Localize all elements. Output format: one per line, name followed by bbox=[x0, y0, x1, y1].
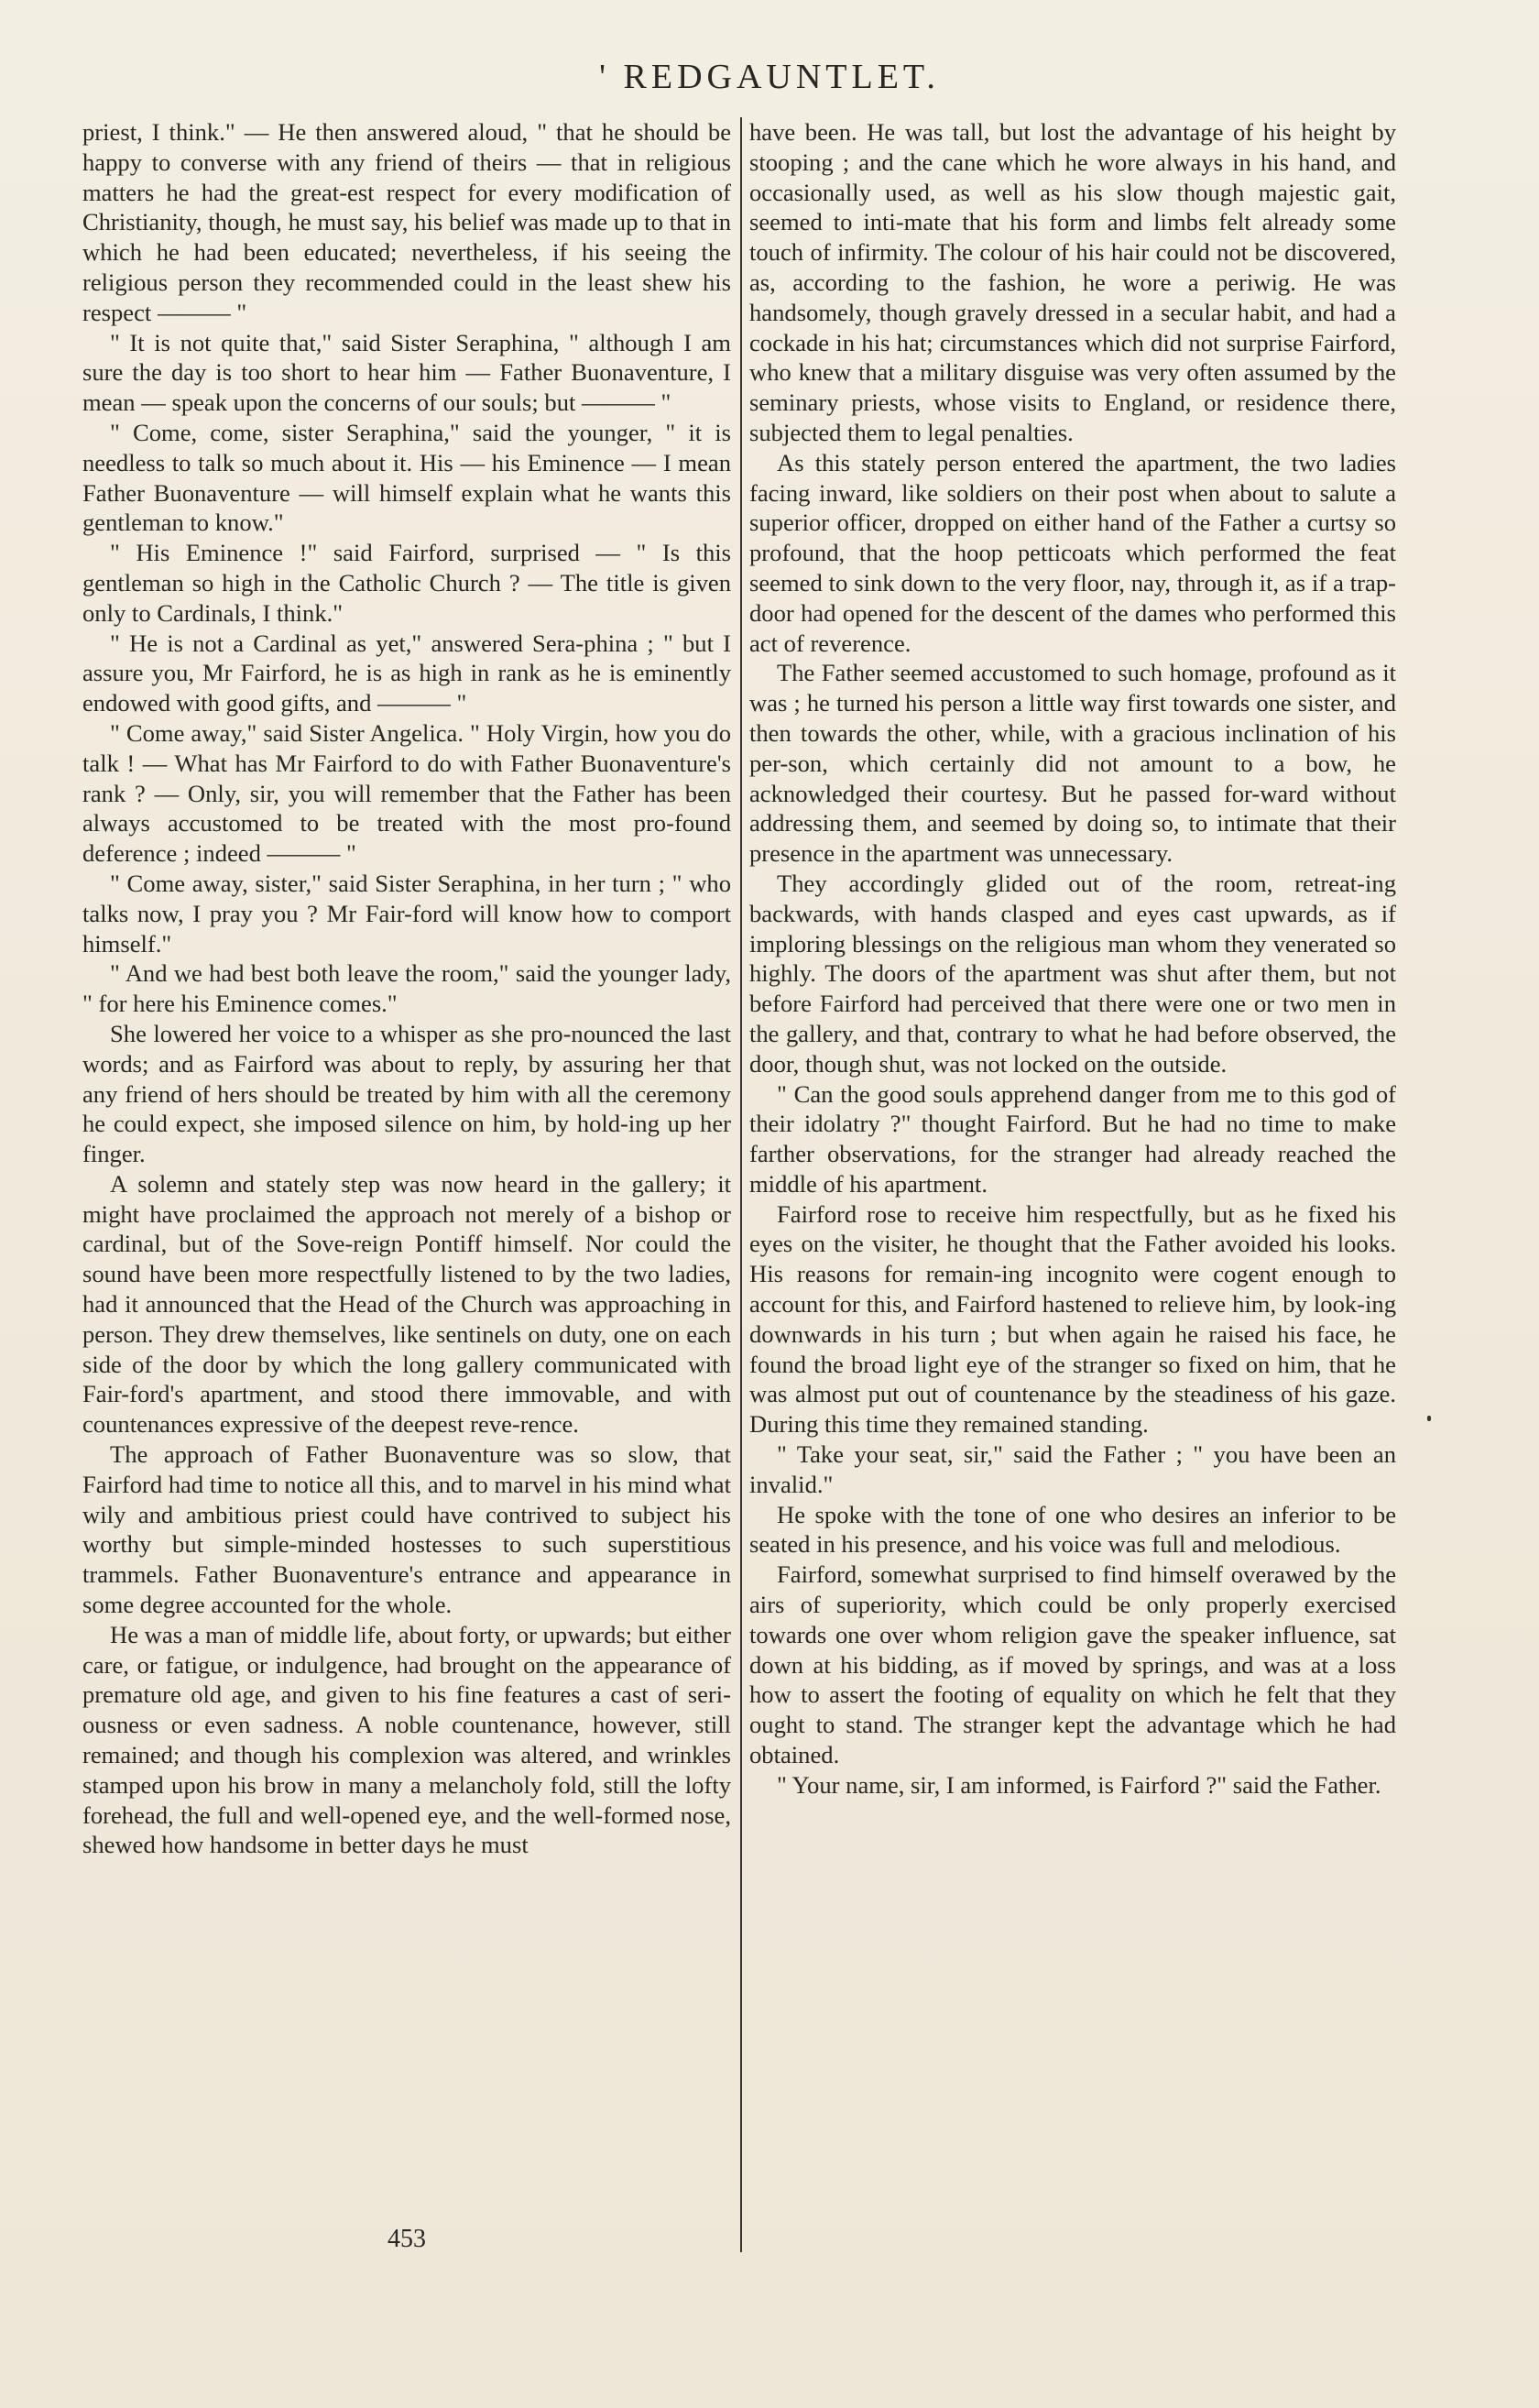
paragraph: " Take your seat, sir," said the Father ; " you have been an invalid." bbox=[749, 1440, 1396, 1498]
paragraph: The approach of Father Buonaventure was so slow, that Fairford had time to notice all this, and to marvel in his mind what wily and ambitious priest could have contrived to subject his worthy but simple-minded hostesses to such superstitious trammels. Father Buonaventure's entrance and appearance in some degree accounted for the whole. bbox=[82, 1440, 731, 1619]
right-column bbox=[749, 117, 1396, 1801]
paragraph: have been. He was tall, but lost the advantage of his height by stooping ; and the cane which he wore always in his hand, and occasionally used, as well as his slow though majestic gait, seemed to inti-mate that his form and limbs felt already some touch of infirmity. The colour of his hair could not be discovered, as, according to the fashion, he wore a periwig. He was handsomely, though gravely dressed in a secular habit, and had a cockade in his hat; circumstances which did not surprise Fairford, who knew that a military disguise was very often assumed by the seminary priests, whose visits to England, or residence there, subjected them to legal penalties. bbox=[749, 118, 1396, 446]
paragraph: A solemn and stately step was now heard in the gallery; it might have proclaimed the approach not merely of a bishop or cardinal, but of the Sove-reign Pontiff himself. Nor could the sound have been more respectfully listened to by the two ladies, had it announced that the Head of the Church was approaching in person. They drew themselves, like sentinels on duty, one on each side of the door by which the long gallery communicated with Fair-ford's apartment, and stood there immovable, and with countenances expressive of the deepest reve-rence. bbox=[82, 1169, 731, 1439]
paragraph: " Come away, sister," said Sister Seraphina, in her turn ; " who talks now, I pray you ? Mr Fair-ford will know how to comport himself." bbox=[82, 869, 731, 958]
paragraph: " It is not quite that," said Sister Seraphina, " although I am sure the day is too short to hear him — Father Buonaventure, I mean — speak upon the concerns of our souls; but ——— " bbox=[82, 328, 731, 417]
paragraph: " And we had best both leave the room," said the younger lady, " for here his Eminence comes." bbox=[82, 959, 731, 1018]
paragraph: Fairford rose to receive him respectfully, but as he fixed his eyes on the visiter, he thought that the Father avoided his looks. His reasons for remain-ing incognito were cogent enough to account for this, and Fairford hastened to relieve him, by look-ing downwards in his turn ; but when again he raised his face, he found the broad light eye of the stranger so fixed on him, that he was almost put out of countenance by the steadiness of his gaze. During this time they remained standing. bbox=[749, 1199, 1396, 1439]
paragraph: He was a man of middle life, about forty, or upwards; but either care, or fatigue, or indulgence, had brought on the appearance of premature old age, and given to his fine features a cast of seri-ousness or even sadness. A noble countenance, however, still remained; and though his complexion was altered, and wrinkles stamped upon his brow in many a melancholy fold, still the lofty forehead, the full and well-opened eye, and the well-formed nose, shewed how handsome in better days he must bbox=[82, 1620, 731, 1859]
paragraph: She lowered her voice to a whisper as she pro-nounced the last words; and as Fairford was about to reply, by assuring her that any friend of hers should be treated by him with all the ceremony he could expect, she imposed silence on him, by hold-ing up her finger. bbox=[82, 1019, 731, 1168]
paragraph: " His Eminence !" said Fairford, surprised — " Is this gentleman so high in the Catholic Church ? — The title is given only to Cardinals, I think." bbox=[82, 539, 731, 627]
running-title: ' REDGAUNTLET. bbox=[599, 58, 940, 96]
page-number: 453 bbox=[387, 2225, 426, 2253]
paragraph: Fairford, somewhat surprised to find himself overawed by the airs of superiority, which could be only properly exercised towards one over whom religion gave the speaker influence, sat down at his bidding, as if moved by springs, and was at a loss how to assert the footing of equality on which he felt that they ought to stand. The stranger kept the advantage which he had obtained. bbox=[749, 1560, 1396, 1769]
paragraph: They accordingly glided out of the room, retreat-ing backwards, with hands clasped and eyes cast upwards, as if imploring blessings on the religious man whom they venerated so highly. The doors of the apartment was shut after them, but not before Fairford had perceived that there were one or two men in the gallery, and that, contrary to what he had before observed, the door, though shut, was not locked on the outside. bbox=[749, 869, 1396, 1078]
paragraph: As this stately person entered the apartment, the two ladies facing inward, like soldiers on their post when about to salute a superior officer, dropped on either hand of the Father a curtsy so profound, that the hoop petticoats which performed the feat seemed to sink down to the very floor, nay, through it, as if a trap-door had opened for the descent of the dames who performed this act of reverence. bbox=[749, 448, 1396, 657]
paragraph: " Can the good souls apprehend danger from me to this god of their idolatry ?" thought Fairford. But he had no time to make farther observations, for the stranger had already reached the middle of his apartment. bbox=[749, 1079, 1396, 1198]
left-column bbox=[82, 117, 731, 1860]
paragraph: " Come, come, sister Seraphina," said the younger, " it is needless to talk so much about it. His — his Eminence — I mean Father Buonaventure — will himself explain what he wants this gentleman to know." bbox=[82, 418, 731, 537]
paragraph: " Your name, sir, I am informed, is Fairford ?" said the Father. bbox=[777, 1770, 1381, 1799]
paragraph: " He is not a Cardinal as yet," answered Sera-phina ; " but I assure you, Mr Fairford, he is as high in rank as he is eminently endowed with good gifts, and ——— " bbox=[82, 629, 731, 717]
paragraph: priest, I think." — He then answered aloud, " that he should be happy to converse with any friend of theirs — that in religious matters he had the great-est respect for every modification of Christianity, though, he must say, his belief was made up to that in which he had been educated; nevertheless, if his seeing the religious person they recommended could in the least shew his respect ——— " bbox=[82, 118, 731, 326]
margin-mark bbox=[1427, 1416, 1431, 1421]
paragraph: He spoke with the tone of one who desires an inferior to be seated in his presence, and his voice was full and melodious. bbox=[749, 1500, 1396, 1559]
paragraph: The Father seemed accustomed to such homage, profound as it was ; he turned his person a little way first towards one sister, and then towards the other, while, with a gracious inclination of his per-son, which certainly did not amount to a bow, he acknowledged their courtesy. But he passed for-ward without addressing them, and seemed by doing so, to intimate that their presence in the apartment was unnecessary. bbox=[749, 659, 1396, 868]
column-divider bbox=[740, 117, 742, 2252]
paragraph: " Come away," said Sister Angelica. " Holy Virgin, how you do talk ! — What has Mr Fairford to do with Father Buonaventure's rank ? — Only, sir, you will remember that the Father has been always accustomed to be treated with the most pro-found deference ; indeed ——— " bbox=[82, 718, 731, 868]
